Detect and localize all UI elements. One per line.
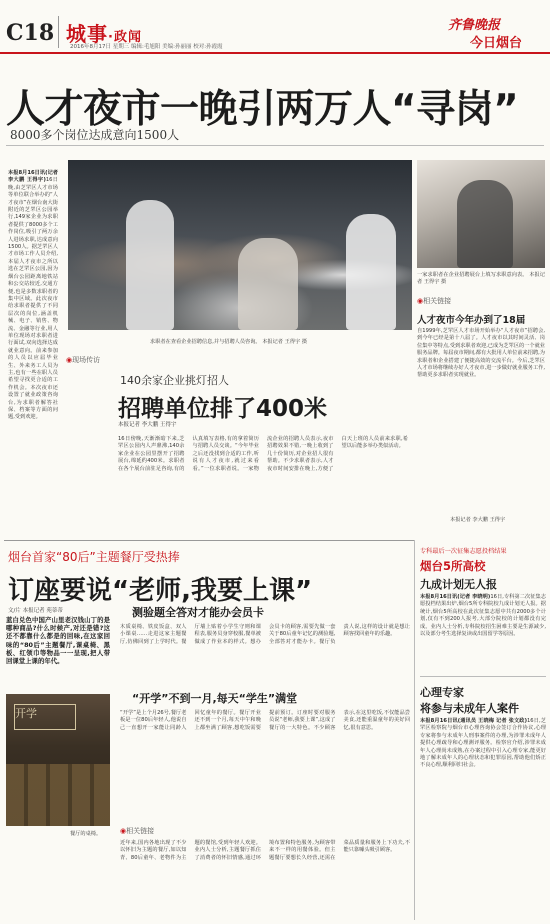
photo-figure-mid (238, 238, 298, 330)
scene-headline: 招聘单位排了400米 (118, 396, 328, 422)
related-tag-bullet-icon: ◉ (417, 297, 424, 305)
lead-photo-caption: 求职者在查看企业招聘信息,并与招聘人员咨询。 本报记者 王得宇 摄 (150, 339, 308, 345)
lead-body (8, 170, 58, 421)
restaurant-tag: 烟台首家“80后”主题餐厅受热捧 (8, 550, 180, 564)
masthead (0, 0, 550, 52)
colleges-headline: 烟台5所高校 (420, 559, 486, 573)
restaurant-related-bullet-icon: ◉ (120, 827, 127, 835)
restaurant-photo-desks (6, 764, 110, 826)
restaurant-related-tag-label: 相关链接 (126, 827, 155, 835)
related-tag (417, 296, 451, 306)
restaurant-related-body: 近年来,国内各地出现了不少以怀旧为主题的餐厅,如以知青、80后童年、老物件为主题的餐馆,受到年轻人欢迎。业内人士分析,主题餐厅抓住了消费者的怀旧情感,通过环境布置和特色服务,为顾客带来不一样的用餐体验。但主题餐厅要想长久经营,还需在菜品质量和服务上下功夫,不能只靠噱头吸引顾客。 (120, 840, 410, 861)
colleges-rule (420, 676, 546, 677)
subsection-name: ·政闻 (108, 30, 142, 45)
restaurant-sub2-body: “开学”是上个月26号,餐厅老板是一位80后年轻人,他说自己一直想开一家能让同龄人回忆童年的餐厅。餐厅开业还不到一个月,每天中午和晚上都坐满了顾客,想吃饭需要提前预订。订座时要对服务员说“老师,我要上课”,这成了餐厅的一大特色。不少顾客表示,在这里吃饭,不仅能品尝美食,还能重温童年的美好回忆,很有意思。 (120, 710, 410, 731)
scene-tag (66, 355, 100, 365)
colleges-subhead: 九成计划无人报 (420, 578, 497, 591)
sidebar-photo-caption: 一家求职者在企业招聘展台上填写求职意向表。 本报记者 王得宇 摄 (417, 272, 545, 286)
right-col-divider (414, 540, 415, 920)
edition-name: 今日烟台 (470, 36, 523, 51)
restaurant-sub1-title: 测验题全答对才能办会员卡 (132, 606, 264, 619)
lead-byline: 本报8月16日讯(记者 李大鹏 王得宇) (8, 170, 58, 184)
colleges-body-text: 16日,专科第二次征集志愿投档结果出炉,烟台5所专科院校九成计划无人报。据统计,烟台5所高校在此次征集志愿中共有2000多个计划,仅有不到200人报考,大部分院校的计划都没有完成。业内人士分析,专科院校招生困难主要是生源减少,以及部分考生选择复读或出国留学等原因。 (420, 594, 546, 638)
colleges-body (420, 594, 546, 670)
restaurant-headline: 订座要说“老师,我要上课” (8, 576, 313, 606)
scene-body: 16日傍晚,天渐渐暗下来,芝罘区公园内人声鼎沸,140余家企业在公园里摆开了招聘展台,绵延约400米。求职者在各个展台前驻足咨询,有的认真填写表格,有的拿着简历与招聘人员交谈。“今年毕业之后还没找到合适的工作,听说有人才夜市,就过来看看。”一位求职者说。一家物流企业的招聘人员表示,夜市招聘效果不错,一晚上收到了几十份简历,对企业招人很有帮助。不少求职者表示,人才夜市时间安排在晚上,方便了白天上班的人员前来求职,希望以后能多举办类似活动。 (118, 436, 408, 472)
colleges-tag: 专科最后一次征集志愿投档结果 (420, 548, 507, 555)
psych-byline: 本报8月16日讯(通讯员 王晓梅 记者 张文政) (420, 718, 527, 724)
sidebar-photo (417, 160, 545, 268)
scene-kicker: 140余家企业挑灯招人 (120, 374, 229, 387)
lead-subhead: 8000多个岗位达成意向1500人 (10, 128, 180, 142)
section-name: 城事 (66, 22, 108, 46)
masthead-rule (0, 52, 550, 54)
page-code: C18 (6, 20, 55, 46)
psych-body-text: 16日,芝罘区检察院与烟台市心理咨询协会签订合作协议,心理专家将参与未成年人刑事案件的办理,为涉罪未成年人提供心理疏导和心理测评服务。检察官介绍,涉罪未成年人心理尚未成熟,在办案过程中引入心理专家,能更好地了解未成年人的心理状态和犯罪原因,帮助他们矫正不良心理,顺利回归社会。 (420, 718, 546, 769)
section-divider (58, 16, 59, 48)
related-credit: 本报记者 李大鹏 王得宇 (450, 517, 506, 523)
photo-figure-left (126, 200, 174, 330)
scene-tag-bullet-icon: ◉ (66, 356, 73, 364)
restaurant-sub1-body: 木质桌椅、铁皮饭盒、双人小课桌……走进这家主题餐厅,仿佛回到了上学时代。餐厅墙上贴着小学生守则和课程表,服务员身穿校服,餐单被做成了作业本的样式。想办会员卡的顾客,需要先做一套关于80后童年记忆的测验题,全部答对才能办卡。餐厅负责人说,这样的设计就是想让顾客找回童年的乐趣。 (120, 624, 410, 645)
related-title: 人才夜市今年办到了18届 (417, 315, 526, 326)
psych-body (420, 718, 546, 918)
section-rule-mid (4, 540, 414, 541)
photo-figure-right (346, 214, 396, 330)
restaurant-photo-caption: 餐厅的桌椅。 (70, 831, 102, 837)
lead-body-text: 16日晚,由芝罘区人才市场等单位联合举办的“人才夜市”在烟台南大街附近的芝罘区公园举行,149家企业为求职者提供了8000多个工作岗位,吸引了两万余人进场求职,达成意向1500人。据芝罘区人才市场工作人员介绍,本届人才夜市之所以选在芝罘区公园,因为烟台公园距离地铁站和公交站较近,交通方便,也是多数求职者的集中区域。此次夜市给求职者提供了不同层次的岗位,涵盖机械、电子、销售、物流、金融等行业,用人单位现场对求职者进行面试,双向选择达成就业意向。前来参加的人员以应届毕业生、外来务工人员为主,也有一些在职人员希望寻找更合适的工作机会。本次夜市还设置了就业政策咨询台,为求职者解答社保、档案等方面的问题,受到欢迎。 (8, 177, 58, 421)
lead-headline: 人才夜市一晚引两万人“寻岗” (6, 87, 519, 132)
restaurant-photo-sign: 开学 (14, 704, 76, 730)
brand-logo: 齐鲁晚报 (448, 18, 501, 33)
scene-byline: 本报记者 李大鹏 王得宇 (118, 422, 177, 428)
restaurant-byline: 文/片 本报记者 苑蒂蒂 (8, 608, 63, 614)
restaurant-highlight: 蓝白兑色中国产山里老汉钱山丁的是哪种商品?什么时候产,对还是错?这还不都靠什么都是的回味,在这家回味的“80后”主题餐厅,课桌椅、黑板、红领巾等物品一一呈现,把人带回课堂上课的年代。 (6, 616, 110, 666)
restaurant-sub2-title: “开学”不到一月,每天“学生”满堂 (132, 692, 298, 705)
colleges-byline: 本报8月16日讯(记者 李晓明) (420, 594, 491, 600)
related-body: 自1999年,芝罘区人才市场开始举办“人才夜市”招聘会,到今年已经是第十八届了。人才夜市以其时间灵活、岗位集中等特点,受到求职者欢迎,已成为芝罘区的一个就业服务品牌。每届夜市期间,都有大批用人单位前来招聘,为求职者和企业搭建了便捷高效的交流平台。今后,芝罘区人才市场将继续办好人才夜市,进一步做好就业服务工作,帮助更多求职者实现就业。 (417, 328, 545, 379)
related-tag-label: 相关链接 (423, 297, 452, 305)
psych-subhead: 将参与未成年人案件 (420, 702, 519, 715)
lead-photo (68, 160, 412, 330)
psych-headline: 心理专家 (420, 686, 464, 699)
scene-tag-label: 现场传访 (72, 356, 101, 364)
sidebar-photo-figure (457, 180, 513, 268)
lead-subhead-rule (6, 145, 544, 146)
restaurant-photo (6, 694, 110, 826)
restaurant-related-tag (120, 826, 154, 836)
date-line: 2016年8月17日 星期三 编辑:毛旭阳 美编:孙丽丽 校对:孙霞霞 (70, 44, 223, 50)
